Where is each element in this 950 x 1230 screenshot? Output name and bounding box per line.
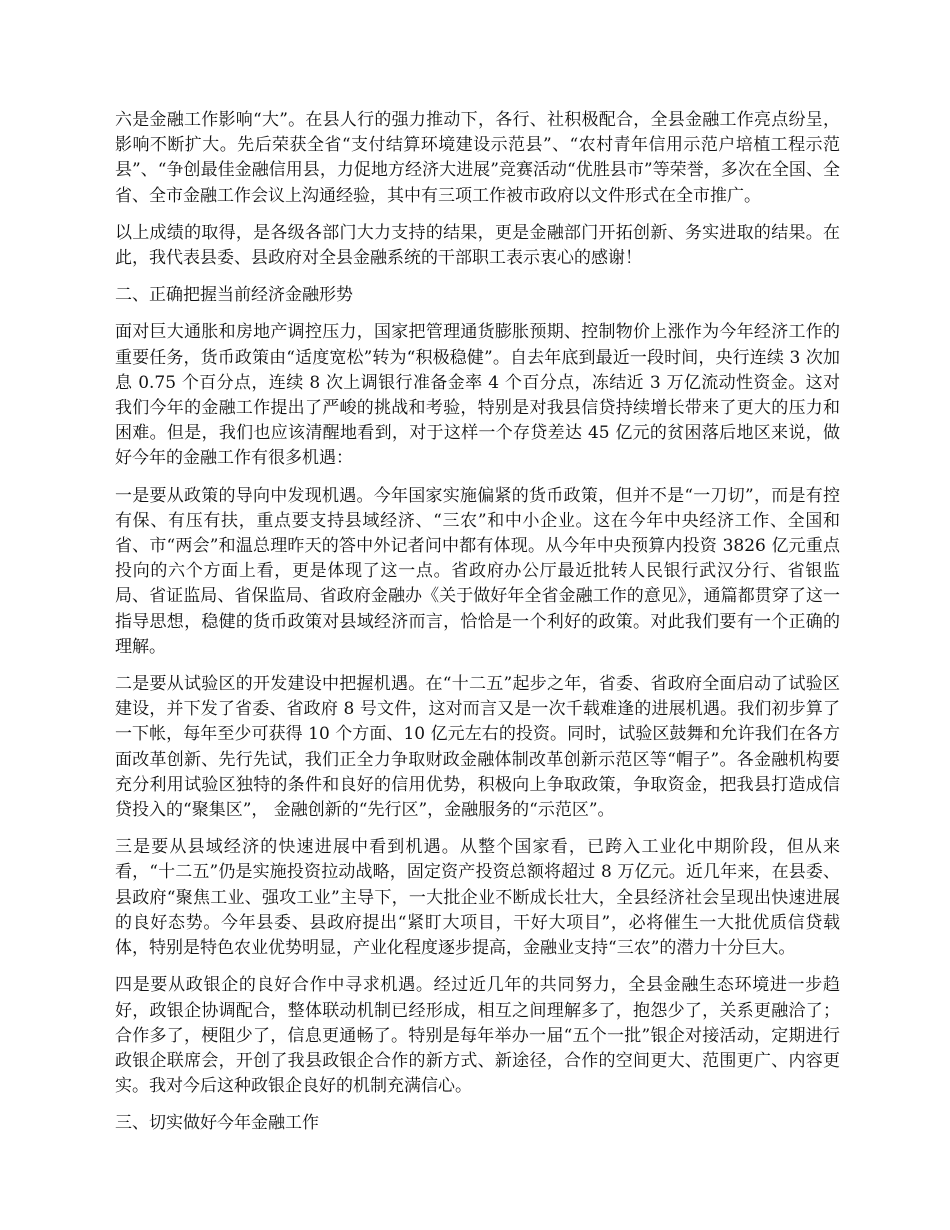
paragraph-thanks: 以上成绩的取得，是各级各部门大力支持的结果，更是金融部门开拓创新、务实进取的结果。在此，我代表县委、县政府对全县金融系统的干部职工表示衷心的感谢！ xyxy=(115,222,840,269)
section-heading-3: 三、切实做好今年金融工作 xyxy=(115,1113,319,1134)
document-page xyxy=(115,108,840,1149)
paragraph-economic-situation: 面对巨大通胀和房地产调控压力，国家把管理通货膨胀预期、控制物价上涨作为今年经济工作的重要任务，货币政策由“适度宽松”转为“积极稳健”。自去年底到最近一段时间，央行连续 3 次加息 0.75 个百分点，连续 8 次上调银行准备金率 4 个百分点，冻结近 3 万亿流动性资金。这对我们今年的金融工作提出了严峻的挑战和考验，特别是对我县信贷持续增长带来了更大的压力和困难。但是，我们也应该清醒地看到，对于这样一个存贷差达 45 亿元的贫困落后地区来说，做好今年的金融工作有很多机遇： xyxy=(115,322,840,469)
paragraph-cooperation-opportunity: 四是要从政银企的良好合作中寻求机遇。经过近几年的共同努力，全县金融生态环境进一步趋好，政银企协调配合，整体联动机制已经形成，相互之间理解多了，抱怨少了，关系更融洽了；合作多了，梗阻少了，信息更通畅了。特别是每年举办一届“五个一批”银企对接活动，定期进行政银企联席会，开创了我县政银企合作的新方式、新途径，合作的空间更大、范围更广、内容更实。我对今后这种政银企良好的机制充满信心。 xyxy=(115,975,840,1097)
paragraph-county-economy-opportunity: 三是要从县域经济的快速进展中看到机遇。从整个国家看，已跨入工业化中期阶段，但从来看，“十二五”仍是实施投资拉动战略，固定资产投资总额将超过 8 万亿元。近几年来，在县委、县政府“聚焦工业、强攻工业”主导下，一大批企业不断成长壮大，全县经济社会呈现出快速进展的良好态势。今年县委、县政府提出“紧盯大项目，干好大项目”，必将催生一大批优质信贷载体，特别是特色农业优势明显，产业化程度逐步提高，金融业支持“三农”的潜力十分巨大。 xyxy=(115,837,840,959)
paragraph-policy-opportunity: 一是要从政策的导向中发现机遇。今年国家实施偏紧的货币政策，但并不是“一刀切”，而是有控有保、有压有扶，重点要支持县域经济、“三农”和中小企业。这在今年中央经济工作、全国和省、市“两会”和温总理昨天的答中外记者问中都有体现。从今年中央预算内投资 3826 亿元重点投向的六个方面上看，更是体现了这一点。省政府办公厅最近批转人民银行武汉分行、省银监局、省证监局、省保监局、省政府金融办《关于做好年全省金融工作的意见》，通篇都贯穿了这一指导思想，稳健的货币政策对县域经济而言，恰恰是一个利好的政策。对此我们要有一个正确的理解。 xyxy=(115,485,840,657)
section-heading-2: 二、正确把握当前经济金融形势 xyxy=(115,285,353,306)
paragraph-pilot-zone-opportunity: 二是要从试验区的开发建设中把握机遇。在“十二五”起步之年，省委、省政府全面启动了试验区建设，并下发了省委、省政府 8 号文件，这对而言又是一次千载难逢的进展机遇。我们初步算了一下帐，每年至少可获得 10 个方面、10 亿元左右的投资。同时，试验区鼓舞和允许我们在各方面改革创新、先行先试，我们正全力争取财政金融体制改革创新示范区等“帽子”。各金融机构要充分利用试验区独特的条件和良好的信用优势，积极向上争取政策，争取资金，把我县打造成信贷投入的“聚集区”， 金融创新的“先行区”，金融服务的“示范区”。 xyxy=(115,674,840,821)
paragraph-financial-impact: 六是金融工作影响“大”。在县人行的强力推动下，各行、社积极配合，全县金融工作亮点纷呈，影响不断扩大。先后荣获全省“支付结算环境建设示范县”、“农村青年信用示范户培植工程示范县”、“争创最佳金融信用县，力促地方经济大进展”竞赛活动“优胜县市”等荣誉，多次在全国、全省、全市金融工作会议上沟通经验，其中有三项工作被市政府以文件形式在全市推广。 xyxy=(115,110,840,206)
